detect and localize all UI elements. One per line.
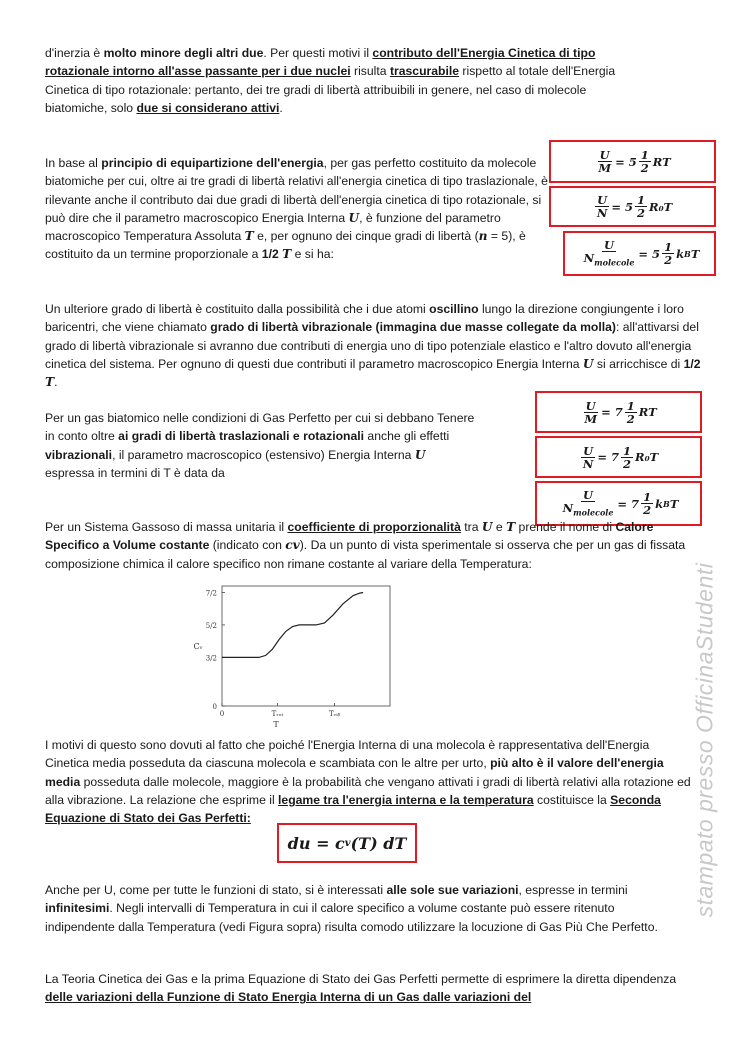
equation-subscript: B	[663, 498, 670, 509]
bold-text: grado di libertà vibrazionale (immagina due masse collegate da molla)	[210, 320, 616, 335]
paragraph-8	[45, 970, 685, 1007]
text: = 5), è costituito da un termine proporzionale a	[45, 229, 526, 262]
underlined-text: due si considerano attivi	[136, 100, 280, 115]
fraction: $\frac{U}{N_{molecole}}$	[583, 237, 635, 268]
math-symbol: T	[244, 229, 254, 244]
text: e, per ognuno dei cinque gradi di libertà (	[253, 229, 479, 244]
equation-tail: R₀T	[649, 199, 673, 214]
equation-equals: = 5	[611, 199, 633, 214]
bold-text: infinitesimi	[45, 901, 110, 916]
bold-text: alle sole sue variazioni	[386, 883, 519, 897]
text: , il parametro macroscopico (estensivo) Energia Interna	[112, 447, 415, 462]
fraction: $\frac{U}{M}$	[598, 148, 612, 175]
equation-equals: = 7	[597, 450, 619, 464]
equation-box-u-over-m-5	[549, 140, 716, 183]
text: lungo la direzione congiungente i loro baricentri, che viene chiamato	[45, 302, 684, 335]
math-symbol: T	[282, 247, 292, 262]
text: I motivi di questo sono dovuti al fatto che poiché l'Energia Interna di una molecola è rappresentativa dell'Energia Cinetica media posseduta da ciascuna molecola e scambiata con le altre per urto,	[45, 738, 650, 771]
equation-tail: T	[690, 246, 700, 261]
paragraph-2	[45, 154, 550, 264]
text: d'inerzia è	[45, 46, 104, 60]
equation-equals: = 7	[601, 405, 623, 419]
y-tick-label: 7/2	[205, 589, 217, 598]
underlined-text: trascurabile	[389, 64, 460, 79]
text: costituisce la	[533, 792, 611, 807]
math-symbol: U	[348, 210, 360, 225]
equation-tail: RT	[652, 154, 671, 169]
text: anche gli effetti	[364, 429, 450, 444]
equation-box-u-over-nmolecole-5	[563, 231, 716, 276]
x-axis-label: T	[273, 720, 279, 729]
equation-box-u-over-n-7	[535, 436, 702, 478]
y-tick-label: 3/2	[205, 654, 217, 663]
equation-subscript: v	[344, 837, 351, 849]
equation-equals: = 5	[638, 246, 661, 261]
text: (indicato con	[209, 538, 286, 553]
text: .	[54, 375, 58, 390]
fraction-half: $\frac{1}{2}$	[626, 398, 635, 426]
math-symbol: U	[481, 520, 493, 534]
text: . Per questi motivi il	[263, 46, 373, 60]
fraction-half: $\frac{1}{2}$	[623, 443, 632, 471]
text: prende il nome di	[515, 520, 616, 534]
y-tick-label: 5/2	[205, 621, 217, 630]
text: .	[279, 100, 283, 115]
underlined-text: Seconda Equazione di Stato dei Gas Perfetti:	[45, 792, 661, 826]
y-axis-label: Cᵥ	[193, 642, 203, 651]
bold-text: 1/2	[683, 356, 701, 371]
text: Un ulteriore grado di libertà è costituito dalla possibilità che i due atomi	[45, 302, 430, 316]
text: . Negli intervalli di Temperatura in cui il calore specifico a volume costante può essere ritenuto indipendente dalla Temperatura (vedi Figura sopra) risulta comodo utilizzare la locuzione di Gas Più Che Perfetto.	[45, 901, 658, 934]
equation-tail: (T) dT	[350, 833, 407, 853]
paragraph-4	[45, 409, 477, 482]
cv-vs-temperature-chart	[190, 578, 400, 730]
paragraph-6	[45, 736, 695, 827]
equation-box-u-over-m-7	[535, 391, 702, 433]
watermark-text: stampato presso OfficinaStudenti	[691, 562, 718, 918]
text: , è funzione del parametro macroscopico Temperatura Assoluta	[45, 210, 501, 244]
x-tick-label: 0	[219, 710, 225, 718]
equation-box-du	[277, 823, 417, 863]
math-symbol: T	[45, 375, 55, 390]
bold-text: ai gradi di libertà traslazionali e rotazionali	[118, 429, 365, 444]
math-symbol: n	[478, 229, 488, 244]
math-symbol: cv	[285, 538, 300, 553]
cv-curve	[222, 593, 363, 658]
text: risulta	[350, 64, 390, 79]
bold-text: oscillino	[429, 302, 479, 316]
fraction-half: $\frac{1}{2}$	[640, 148, 649, 175]
text: rispetto al totale dell'Energia Cinetica di tipo rotazionale: pertanto, dei tre gradi di libertà attribuibili in genere, nel caso di molecole biatomiche, solo	[45, 64, 616, 115]
bold-text: 1/2	[261, 247, 283, 262]
plot-frame	[222, 586, 390, 706]
text: : all'attivarsi del grado di libertà vibrazionale si avranno due contributi di energia uno di tipo potenziale elastico e l'altro dovuto all'energia cinetica del sistema. Per ognuno di questi due contributi il parametro macroscopico Energia Interna	[45, 320, 699, 371]
text: In base al	[45, 156, 102, 170]
text: ). Da un punto di vista sperimentale si osserva che per un gas di fissata composizione chimica il calore specifico non rimane costante al variare della Temperatura:	[45, 538, 686, 571]
text: tra	[460, 520, 482, 534]
paragraph-1	[45, 44, 649, 117]
fraction-half: $\frac{1}{2}$	[643, 490, 652, 517]
text: posseduta dalle molecole, maggiore è la probabilità che vengano attivati i gradi di libertà relativi alla rotazione ed alla vibrazione. La relazione che esprime il	[45, 774, 691, 807]
text: , espresse in termini	[518, 883, 628, 897]
underlined-text: legame tra l'energia interna e la temperatura	[278, 792, 534, 807]
bold-text: principio di equipartizione dell'energia	[101, 156, 324, 170]
paragraph-3	[45, 300, 701, 391]
text: Anche per U, come per tutte le funzioni di stato, si è interessati	[45, 883, 387, 897]
equation-tail: R₀T	[635, 450, 659, 464]
math-symbol: U	[414, 447, 426, 462]
fraction-half: $\frac{1}{2}$	[664, 240, 673, 267]
fraction: $\frac{U}{N}$	[582, 443, 594, 471]
bold-text: Calore Specifico a Volume costante	[45, 520, 654, 553]
text: si arricchisce di	[593, 356, 684, 371]
text: La Teoria Cinetica dei Gas e la prima Equazione di Stato dei Gas Perfetti permette di esprimere la diretta dipendenza	[45, 972, 677, 986]
fraction: $\frac{U}{N_{molecole}}$	[562, 487, 614, 518]
bold-text: molto minore degli altri due	[103, 46, 264, 60]
underlined-text: contributo dell'Energia Cinetica di tipo rotazionale intorno all'asse passante per i due nuclei	[45, 46, 596, 79]
y-tick-label: 0	[212, 703, 217, 711]
fraction-half: $\frac{1}{2}$	[637, 193, 646, 220]
bold-text: vibrazionali	[45, 447, 113, 462]
underlined-text: coefficiente di proporzionalità	[287, 520, 461, 534]
equation-tail: T	[669, 496, 679, 511]
x-tick-label: Tᵥᵢᵦ	[328, 710, 341, 718]
bold-text: più alto è il valore dell'energia media	[45, 756, 664, 789]
paragraph-5	[45, 518, 699, 573]
text: e	[492, 520, 507, 534]
text: e si ha:	[291, 247, 334, 262]
x-tick-label: Tᵣₒₜ	[271, 710, 284, 718]
fraction: $\frac{U}{M}$	[584, 398, 598, 426]
math-symbol: U	[582, 356, 594, 371]
equation-box-u-over-n-5	[549, 186, 716, 227]
equation-subscript: B	[684, 248, 691, 259]
equation-equals: = 7	[617, 496, 640, 511]
watermark	[690, 540, 720, 940]
text: Per un Sistema Gassoso di massa unitaria il	[45, 520, 288, 534]
underlined-text: delle variazioni della Funzione di Stato Energia Interna di un Gas dalle variazioni del	[45, 990, 532, 1005]
equation-tail: k	[676, 246, 685, 261]
equation-tail: RT	[638, 405, 657, 419]
math-symbol: T	[506, 520, 516, 534]
text: espressa in termini di T è data da	[45, 465, 225, 480]
text: , per gas perfetto costituito da molecole biatomiche per cui, oltre ai tre gradi di libertà relativi all'energia cinetica di tipo traslazionale, è rilevante anche il contributo dai due gradi di libertà dell'energia cinetica di tipo rotazionale, si può dire che il parametro macroscopico Energia Interna	[45, 156, 548, 225]
equation-equals: = 5	[615, 154, 637, 169]
paragraph-7	[45, 881, 685, 936]
equation-text: du = c	[287, 833, 345, 853]
equation-tail: k	[655, 496, 664, 511]
text: Per un gas biatomico nelle condizioni di Gas Perfetto per cui si debbano Tenere in conto oltre	[45, 411, 475, 444]
fraction: $\frac{U}{N}$	[596, 193, 608, 220]
